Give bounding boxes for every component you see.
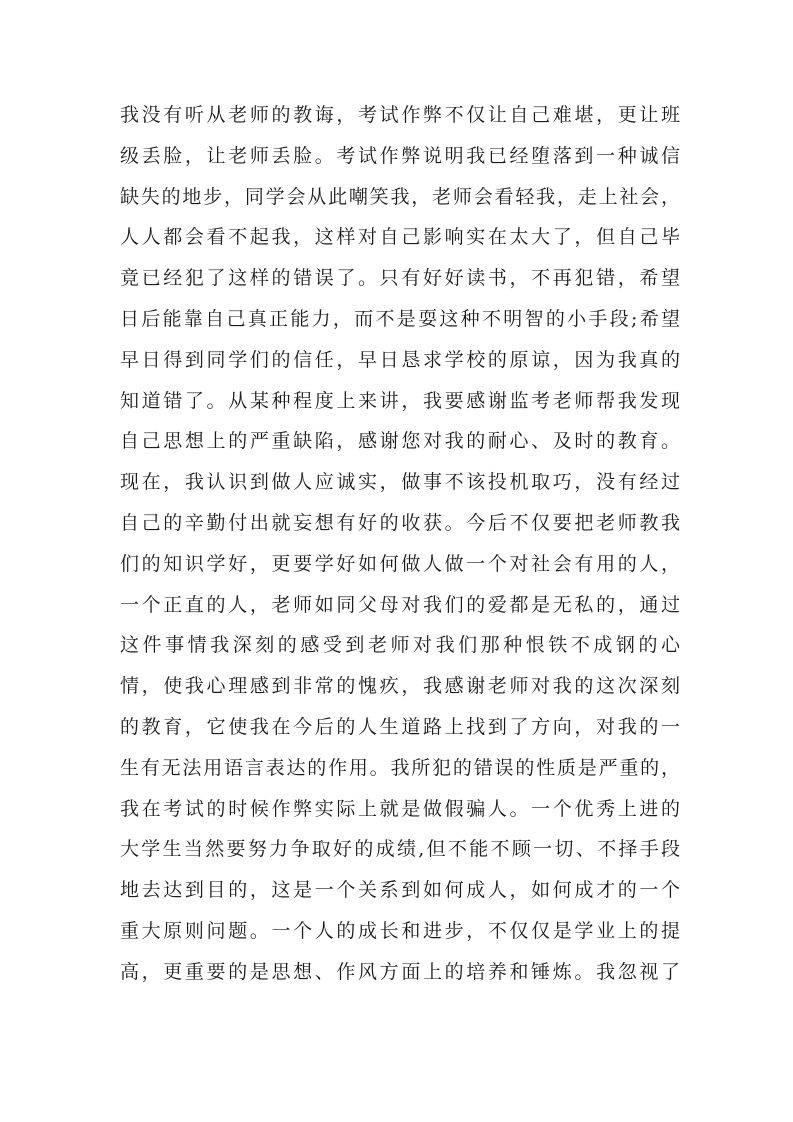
text-line: 我没有听从老师的教诲，考试作弊不仅让自己难堪，更让班	[120, 104, 680, 126]
text-line: 的教育，它使我在今后的人生道路上找到了方向，对我的一	[120, 715, 680, 738]
text-line: 人人都会看不起我，这样对自己影响实在太大了，但自己毕	[120, 226, 680, 249]
text-line: 自己思想上的严重缺陷，感谢您对我的耐心、及时的教育。	[120, 430, 680, 453]
text-line: 日后能靠自己真正能力，而不是耍这种不明智的小手段;希望	[120, 307, 680, 330]
text-line: 重大原则问题。一个人的成长和进步，不仅仅是学业上的提	[120, 919, 680, 942]
text-line: 一个正直的人，老师如同父母对我们的爱都是无私的，通过	[120, 593, 680, 616]
text-line: 现在，我认识到做人应诚实，做事不该投机取巧，没有经过	[120, 471, 680, 494]
text-line: 大学生当然要努力争取好的成绩,但不能不顾一切、不择手段	[120, 838, 680, 861]
text-line: 高，更重要的是思想、作风方面上的培养和锤炼。我忽视了	[120, 960, 680, 983]
text-line: 地去达到目的，这是一个关系到如何成人，如何成才的一个	[120, 879, 680, 902]
body-text	[120, 95, 680, 993]
text-line: 级丢脸，让老师丢脸。考试作弊说明我已经堕落到一种诚信	[120, 144, 680, 167]
text-line: 情，使我心理感到非常的愧疚，我感谢老师对我的这次深刻	[120, 675, 680, 698]
text-line: 我在考试的时候作弊实际上就是做假骗人。一个优秀上进的	[120, 797, 680, 820]
text-line: 生有无法用语言表达的作用。我所犯的错误的性质是严重的，	[120, 756, 680, 779]
text-line: 竟已经犯了这样的错误了。只有好好读书，不再犯错，希望	[120, 267, 680, 290]
text-line: 们的知识学好，更要学好如何做人做一个对社会有用的人，	[120, 552, 680, 575]
text-line: 早日得到同学们的信任，早日恳求学校的原谅，因为我真的	[120, 348, 680, 371]
text-line: 知道错了。从某种程度上来讲，我要感谢监考老师帮我发现	[120, 389, 680, 412]
text-line: 自己的辛勤付出就妄想有好的收获。今后不仅要把老师教我	[120, 511, 680, 534]
text-line: 这件事情我深刻的感受到老师对我们那种恨铁不成钢的心	[120, 634, 680, 657]
text-line: 缺失的地步，同学会从此嘲笑我，老师会看轻我，走上社会，	[120, 185, 680, 208]
